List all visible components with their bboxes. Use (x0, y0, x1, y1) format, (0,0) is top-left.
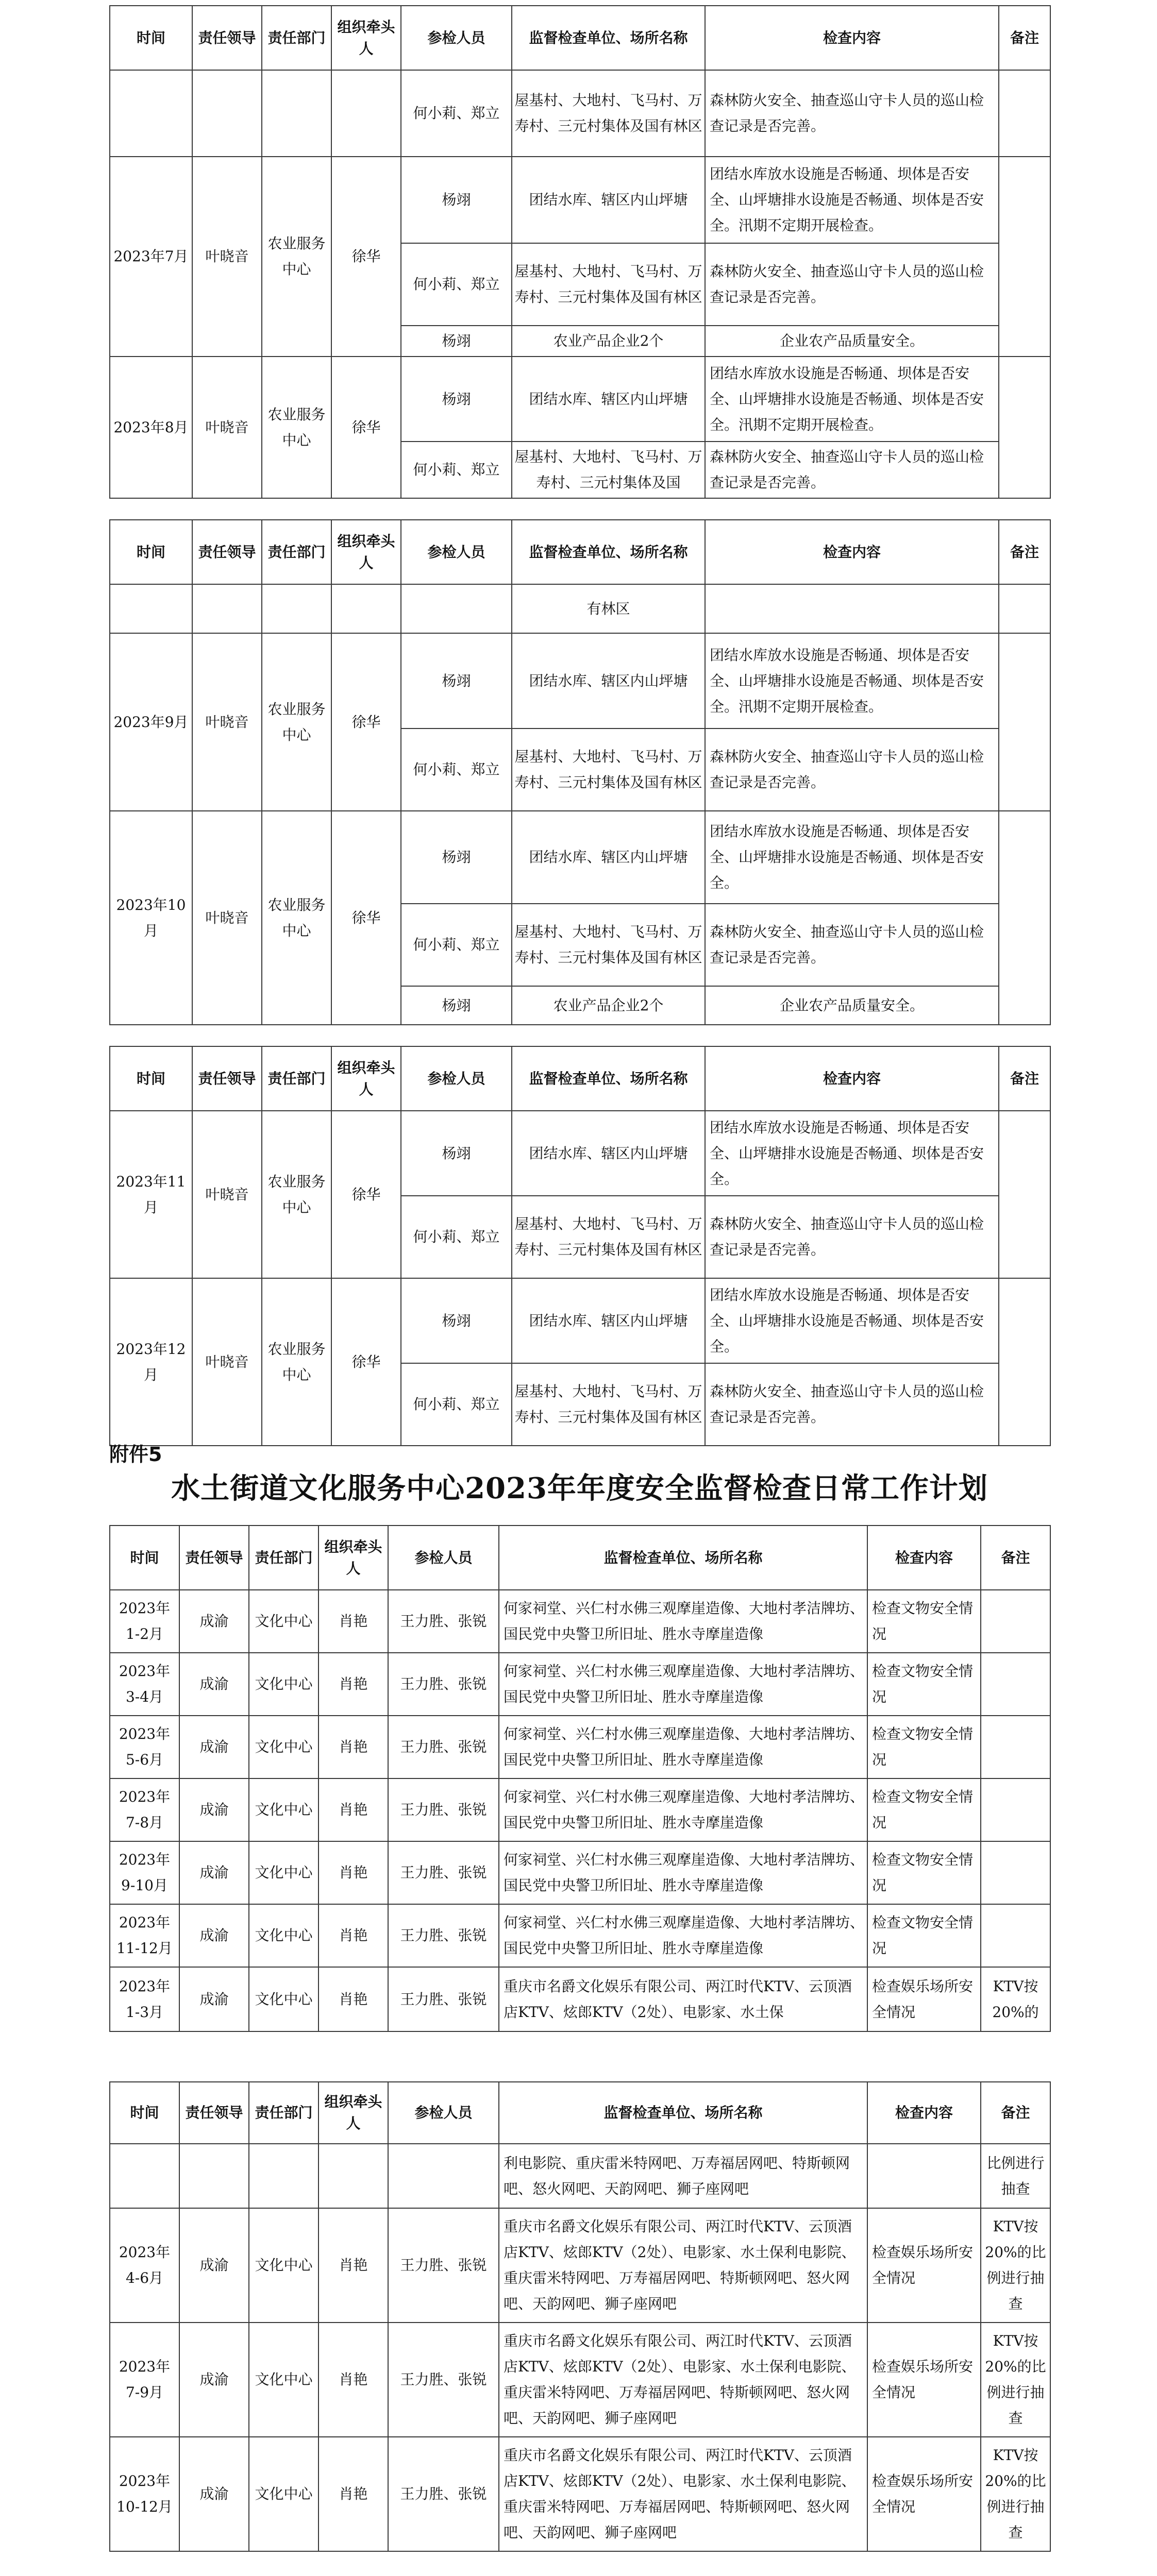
note-cell: KTV按20%的比例进行抽查 (981, 2437, 1050, 2551)
dept-cell: 农业服务中心 (262, 1278, 331, 1446)
col-note: 备注 (981, 2082, 1050, 2144)
month-cell (110, 584, 192, 633)
organizer-cell: 徐华 (331, 157, 401, 357)
table-row (110, 1653, 1050, 1716)
dept-cell (249, 2144, 318, 2208)
content-cell: 团结水库放水设施是否畅通、坝体是否安全、山坪塘排水设施是否畅通、坝体是否安全。汛期不定期开展检查。 (705, 157, 999, 243)
organizer-cell: 肖艳 (318, 1841, 388, 1904)
content-cell: 检查文物安全情况 (867, 1590, 981, 1653)
leader-cell: 叶晓音 (192, 1111, 262, 1278)
participants-cell: 杨翊 (401, 811, 512, 904)
col-note: 备注 (981, 1526, 1050, 1590)
month-cell: 2023年9-10月 (110, 1841, 179, 1904)
month-cell: 2023年10-12月 (110, 2437, 179, 2551)
note-cell (999, 584, 1050, 633)
col-time: 时间 (110, 1526, 179, 1590)
month-cell: 2023年3-4月 (110, 1653, 179, 1716)
schedule-a-page-3 (109, 1046, 1051, 1446)
organizer-cell (331, 584, 401, 633)
month-cell: 2023年7-8月 (110, 1778, 179, 1841)
note-cell (981, 1841, 1050, 1904)
page-title: 水土街道文化服务中心2023年年度安全监督检查日常工作计划 (171, 1471, 988, 1505)
leader-cell: 成渝 (179, 1967, 249, 2031)
col-note: 备注 (999, 6, 1050, 70)
organizer-cell: 肖艳 (318, 1778, 388, 1841)
content-cell: 检查娱乐场所安全情况 (867, 2437, 981, 2551)
content-cell: 森林防火安全、抽查巡山守卡人员的巡山检查记录是否完善。 (705, 70, 999, 157)
leader-cell: 叶晓音 (192, 157, 262, 357)
table-row (110, 633, 1050, 728)
units-cell: 重庆市名爵文化娱乐有限公司、两江时代KTV、云顶酒店KTV、炫郎KTV（2处）、电影家、水土保 (499, 1967, 867, 2031)
header-row (110, 2082, 1050, 2144)
participants-cell: 杨翊 (401, 1111, 512, 1196)
dept-cell: 农业服务中心 (262, 357, 331, 498)
units-cell: 何家祠堂、兴仁村水佛三观摩崖造像、大地村孝洁牌坊、国民党中央警卫所旧址、胜水寺摩崖造像 (499, 1590, 867, 1653)
leader-cell: 成渝 (179, 1841, 249, 1904)
note-cell (999, 357, 1050, 498)
content-cell: 检查文物安全情况 (867, 1778, 981, 1841)
table-row (110, 2144, 1050, 2208)
participants-cell: 何小莉、郑立 (401, 1196, 512, 1278)
participants-cell: 王力胜、张锐 (388, 2323, 499, 2437)
units-cell: 屋基村、大地村、飞马村、万寿村、三元村集体及国有林区 (512, 1363, 705, 1446)
participants-cell: 杨翊 (401, 326, 512, 357)
note-cell (981, 1590, 1050, 1653)
content-cell: 团结水库放水设施是否畅通、坝体是否安全、山坪塘排水设施是否畅通、坝体是否安全。汛期不定期开展检查。 (705, 633, 999, 728)
col-participants: 参检人员 (401, 520, 512, 584)
units-cell: 农业产品企业2个 (512, 326, 705, 357)
col-dept: 责任部门 (262, 520, 331, 584)
organizer-cell: 肖艳 (318, 1716, 388, 1778)
col-note: 备注 (999, 520, 1050, 584)
note-cell: KTV按20%的 (981, 1967, 1050, 2031)
dept-cell: 农业服务中心 (262, 811, 331, 1025)
participants-cell: 杨翊 (401, 357, 512, 442)
header-row (110, 520, 1050, 584)
note-cell (999, 1111, 1050, 1278)
participants-cell (388, 2144, 499, 2208)
col-content: 检查内容 (705, 520, 999, 584)
participants-cell: 王力胜、张锐 (388, 1904, 499, 1967)
note-cell (981, 1716, 1050, 1778)
content-cell: 团结水库放水设施是否畅通、坝体是否安全、山坪塘排水设施是否畅通、坝体是否安全。 (705, 811, 999, 904)
content-cell: 企业农产品质量安全。 (705, 326, 999, 357)
col-organizer: 组织牵头人 (331, 1046, 401, 1111)
organizer-cell: 肖艳 (318, 1967, 388, 2031)
dept-cell: 文化中心 (249, 1967, 318, 2031)
dept-cell: 文化中心 (249, 2437, 318, 2551)
table-row (110, 1716, 1050, 1778)
units-cell: 何家祠堂、兴仁村水佛三观摩崖造像、大地村孝洁牌坊、国民党中央警卫所旧址、胜水寺摩崖造像 (499, 1716, 867, 1778)
dept-cell: 文化中心 (249, 1716, 318, 1778)
participants-cell: 王力胜、张锐 (388, 1841, 499, 1904)
col-dept: 责任部门 (249, 2082, 318, 2144)
col-leader: 责任领导 (192, 520, 262, 584)
col-leader: 责任领导 (192, 1046, 262, 1111)
table-row (110, 811, 1050, 904)
content-cell: 森林防火安全、抽查巡山守卡人员的巡山检查记录是否完善。 (705, 1196, 999, 1278)
units-cell: 屋基村、大地村、飞马村、万寿村、三元村集体及国有林区 (512, 1196, 705, 1278)
col-dept: 责任部门 (262, 6, 331, 70)
month-cell: 2023年12月 (110, 1278, 192, 1446)
units-cell: 何家祠堂、兴仁村水佛三观摩崖造像、大地村孝洁牌坊、国民党中央警卫所旧址、胜水寺摩崖造像 (499, 1841, 867, 1904)
content-cell: 森林防火安全、抽查巡山守卡人员的巡山检查记录是否完善。 (705, 243, 999, 326)
col-organizer: 组织牵头人 (331, 520, 401, 584)
table-row (110, 2323, 1050, 2437)
month-cell: 2023年4-6月 (110, 2208, 179, 2323)
units-cell: 屋基村、大地村、飞马村、万寿村、三元村集体及国有林区 (512, 70, 705, 157)
table-row (110, 1967, 1050, 2031)
units-cell: 团结水库、辖区内山坪塘 (512, 357, 705, 442)
organizer-cell: 肖艳 (318, 2323, 388, 2437)
table-row (110, 157, 1050, 243)
organizer-cell (331, 70, 401, 157)
leader-cell: 成渝 (179, 1778, 249, 1841)
leader-cell: 成渝 (179, 1904, 249, 1967)
annex-label: 附件5 (109, 1443, 162, 1466)
units-cell: 屋基村、大地村、飞马村、万寿村、三元村集体及国有林区 (512, 243, 705, 326)
header-row (110, 1046, 1050, 1111)
participants-cell: 杨翊 (401, 633, 512, 728)
organizer-cell: 肖艳 (318, 1653, 388, 1716)
leader-cell: 成渝 (179, 1716, 249, 1778)
note-cell: 比例进行抽查 (981, 2144, 1050, 2208)
table-row (110, 1590, 1050, 1653)
participants-cell: 杨翊 (401, 157, 512, 243)
col-content: 检查内容 (705, 1046, 999, 1111)
dept-cell: 文化中心 (249, 1778, 318, 1841)
col-content: 检查内容 (867, 2082, 981, 2144)
col-units: 监督检查单位、场所名称 (499, 1526, 867, 1590)
content-cell: 检查文物安全情况 (867, 1904, 981, 1967)
month-cell: 2023年7月 (110, 157, 192, 357)
participants-cell: 王力胜、张锐 (388, 1967, 499, 2031)
leader-cell: 成渝 (179, 1590, 249, 1653)
units-cell: 重庆市名爵文化娱乐有限公司、两江时代KTV、云顶酒店KTV、炫郎KTV（2处）、电影家、水土保利电影院、重庆雷米特网吧、万寿福居网吧、特斯顿网吧、怒火网吧、天韵网吧、狮子座网吧 (499, 2208, 867, 2323)
units-cell: 何家祠堂、兴仁村水佛三观摩崖造像、大地村孝洁牌坊、国民党中央警卫所旧址、胜水寺摩崖造像 (499, 1904, 867, 1967)
month-cell: 2023年11月 (110, 1111, 192, 1278)
units-cell: 团结水库、辖区内山坪塘 (512, 157, 705, 243)
participants-cell: 王力胜、张锐 (388, 2437, 499, 2551)
units-cell: 利电影院、重庆雷米特网吧、万寿福居网吧、特斯顿网吧、怒火网吧、天韵网吧、狮子座网吧 (499, 2144, 867, 2208)
leader-cell: 叶晓音 (192, 811, 262, 1025)
dept-cell: 文化中心 (249, 1904, 318, 1967)
organizer-cell: 肖艳 (318, 2437, 388, 2551)
content-cell: 森林防火安全、抽查巡山守卡人员的巡山检查记录是否完善。 (705, 904, 999, 986)
col-units: 监督检查单位、场所名称 (512, 1046, 705, 1111)
leader-cell: 叶晓音 (192, 633, 262, 811)
units-cell: 何家祠堂、兴仁村水佛三观摩崖造像、大地村孝洁牌坊、国民党中央警卫所旧址、胜水寺摩崖造像 (499, 1778, 867, 1841)
participants-cell: 何小莉、郑立 (401, 904, 512, 986)
units-cell: 团结水库、辖区内山坪塘 (512, 1278, 705, 1363)
organizer-cell: 徐华 (331, 811, 401, 1025)
col-units: 监督检查单位、场所名称 (512, 6, 705, 70)
content-cell: 森林防火安全、抽查巡山守卡人员的巡山检查记录是否完善。 (705, 442, 999, 498)
leader-cell: 成渝 (179, 2323, 249, 2437)
table-row (110, 584, 1050, 633)
table-row (110, 1111, 1050, 1196)
units-cell: 有林区 (512, 584, 705, 633)
month-cell: 2023年10月 (110, 811, 192, 1025)
content-cell: 检查文物安全情况 (867, 1841, 981, 1904)
content-cell: 团结水库放水设施是否畅通、坝体是否安全、山坪塘排水设施是否畅通、坝体是否安全。 (705, 1278, 999, 1363)
participants-cell: 何小莉、郑立 (401, 728, 512, 811)
month-cell (110, 70, 192, 157)
content-cell: 检查文物安全情况 (867, 1716, 981, 1778)
dept-cell: 文化中心 (249, 1841, 318, 1904)
month-cell: 2023年11-12月 (110, 1904, 179, 1967)
participants-cell: 王力胜、张锐 (388, 2208, 499, 2323)
note-cell (981, 1778, 1050, 1841)
content-cell: 森林防火安全、抽查巡山守卡人员的巡山检查记录是否完善。 (705, 728, 999, 811)
organizer-cell: 肖艳 (318, 2208, 388, 2323)
month-cell: 2023年1-3月 (110, 1967, 179, 2031)
col-time: 时间 (110, 6, 192, 70)
col-content: 检查内容 (867, 1526, 981, 1590)
leader-cell: 成渝 (179, 2437, 249, 2551)
col-participants: 参检人员 (401, 1046, 512, 1111)
units-cell: 团结水库、辖区内山坪塘 (512, 1111, 705, 1196)
leader-cell: 成渝 (179, 2208, 249, 2323)
col-units: 监督检查单位、场所名称 (512, 520, 705, 584)
col-dept: 责任部门 (262, 1046, 331, 1111)
dept-cell: 文化中心 (249, 2323, 318, 2437)
col-leader: 责任领导 (192, 6, 262, 70)
schedule-a-page-2 (109, 519, 1051, 1025)
schedule-b-page-1 (109, 1525, 1051, 2032)
col-leader: 责任领导 (179, 1526, 249, 1590)
schedule-a-page-1 (109, 5, 1051, 499)
units-cell: 重庆市名爵文化娱乐有限公司、两江时代KTV、云顶酒店KTV、炫郎KTV（2处）、电影家、水土保利电影院、重庆雷米特网吧、万寿福居网吧、特斯顿网吧、怒火网吧、天韵网吧、狮子座网吧 (499, 2437, 867, 2551)
units-cell: 团结水库、辖区内山坪塘 (512, 811, 705, 904)
participants-cell: 何小莉、郑立 (401, 243, 512, 326)
participants-cell: 何小莉、郑立 (401, 442, 512, 498)
month-cell: 2023年8月 (110, 357, 192, 498)
dept-cell (262, 70, 331, 157)
col-content: 检查内容 (705, 6, 999, 70)
col-time: 时间 (110, 1046, 192, 1111)
note-cell (999, 811, 1050, 1025)
table-row (110, 70, 1050, 157)
units-cell: 屋基村、大地村、飞马村、万寿村、三元村集体及国有林区 (512, 904, 705, 986)
units-cell: 农业产品企业2个 (512, 986, 705, 1025)
content-cell: 团结水库放水设施是否畅通、坝体是否安全、山坪塘排水设施是否畅通、坝体是否安全。汛期不定期开展检查。 (705, 357, 999, 442)
organizer-cell (318, 2144, 388, 2208)
table-row (110, 1841, 1050, 1904)
content-cell: 检查娱乐场所安全情况 (867, 1967, 981, 2031)
content-cell: 检查文物安全情况 (867, 1653, 981, 1716)
content-cell: 团结水库放水设施是否畅通、坝体是否安全、山坪塘排水设施是否畅通、坝体是否安全。 (705, 1111, 999, 1196)
col-time: 时间 (110, 2082, 179, 2144)
note-cell: KTV按20%的比例进行抽查 (981, 2208, 1050, 2323)
dept-cell: 文化中心 (249, 1653, 318, 1716)
participants-cell: 王力胜、张锐 (388, 1778, 499, 1841)
content-cell (867, 2144, 981, 2208)
month-cell: 2023年9月 (110, 633, 192, 811)
units-cell: 重庆市名爵文化娱乐有限公司、两江时代KTV、云顶酒店KTV、炫郎KTV（2处）、电影家、水土保利电影院、重庆雷米特网吧、万寿福居网吧、特斯顿网吧、怒火网吧、天韵网吧、狮子座网吧 (499, 2323, 867, 2437)
leader-cell: 成渝 (179, 1653, 249, 1716)
header-row (110, 6, 1050, 70)
col-organizer: 组织牵头人 (318, 2082, 388, 2144)
units-cell: 团结水库、辖区内山坪塘 (512, 633, 705, 728)
organizer-cell: 徐华 (331, 1278, 401, 1446)
dept-cell: 文化中心 (249, 2208, 318, 2323)
col-dept: 责任部门 (249, 1526, 318, 1590)
schedule-b-page-2 (109, 2081, 1051, 2552)
note-cell (981, 1904, 1050, 1967)
month-cell (110, 2144, 179, 2208)
units-cell: 屋基村、大地村、飞马村、万寿村、三元村集体及国有林区 (512, 728, 705, 811)
leader-cell (192, 584, 262, 633)
table-row (110, 2208, 1050, 2323)
table-row (110, 1278, 1050, 1363)
units-cell: 屋基村、大地村、飞马村、万寿村、三元村集体及国 (512, 442, 705, 498)
units-cell: 何家祠堂、兴仁村水佛三观摩崖造像、大地村孝洁牌坊、国民党中央警卫所旧址、胜水寺摩崖造像 (499, 1653, 867, 1716)
participants-cell: 王力胜、张锐 (388, 1653, 499, 1716)
participants-cell: 王力胜、张锐 (388, 1590, 499, 1653)
table-row (110, 1778, 1050, 1841)
organizer-cell: 肖艳 (318, 1590, 388, 1653)
note-cell (999, 633, 1050, 811)
dept-cell: 农业服务中心 (262, 157, 331, 357)
organizer-cell: 徐华 (331, 357, 401, 498)
note-cell (981, 1653, 1050, 1716)
content-cell (705, 584, 999, 633)
col-participants: 参检人员 (388, 2082, 499, 2144)
dept-cell: 农业服务中心 (262, 633, 331, 811)
dept-cell: 文化中心 (249, 1590, 318, 1653)
month-cell: 2023年1-2月 (110, 1590, 179, 1653)
col-organizer: 组织牵头人 (318, 1526, 388, 1590)
dept-cell: 农业服务中心 (262, 1111, 331, 1278)
dept-cell (262, 584, 331, 633)
header-row (110, 1526, 1050, 1590)
participants-cell (401, 584, 512, 633)
col-organizer: 组织牵头人 (331, 6, 401, 70)
note-cell (999, 157, 1050, 357)
participants-cell: 何小莉、郑立 (401, 1363, 512, 1446)
participants-cell: 王力胜、张锐 (388, 1716, 499, 1778)
note-cell (999, 1278, 1050, 1446)
month-cell: 2023年7-9月 (110, 2323, 179, 2437)
col-time: 时间 (110, 520, 192, 584)
leader-cell: 叶晓音 (192, 357, 262, 498)
note-cell (999, 70, 1050, 157)
organizer-cell: 肖艳 (318, 1904, 388, 1967)
table-row (110, 357, 1050, 442)
table-row (110, 2437, 1050, 2551)
month-cell: 2023年5-6月 (110, 1716, 179, 1778)
col-units: 监督检查单位、场所名称 (499, 2082, 867, 2144)
table-row (110, 1904, 1050, 1967)
col-participants: 参检人员 (388, 1526, 499, 1590)
leader-cell (192, 70, 262, 157)
organizer-cell: 徐华 (331, 1111, 401, 1278)
col-leader: 责任领导 (179, 2082, 249, 2144)
participants-cell: 杨翊 (401, 1278, 512, 1363)
participants-cell: 何小莉、郑立 (401, 70, 512, 157)
participants-cell: 杨翊 (401, 986, 512, 1025)
content-cell: 森林防火安全、抽查巡山守卡人员的巡山检查记录是否完善。 (705, 1363, 999, 1446)
content-cell: 企业农产品质量安全。 (705, 986, 999, 1025)
note-cell: KTV按20%的比例进行抽查 (981, 2323, 1050, 2437)
leader-cell: 叶晓音 (192, 1278, 262, 1446)
col-participants: 参检人员 (401, 6, 512, 70)
organizer-cell: 徐华 (331, 633, 401, 811)
leader-cell (179, 2144, 249, 2208)
content-cell: 检查娱乐场所安全情况 (867, 2323, 981, 2437)
col-note: 备注 (999, 1046, 1050, 1111)
content-cell: 检查娱乐场所安全情况 (867, 2208, 981, 2323)
